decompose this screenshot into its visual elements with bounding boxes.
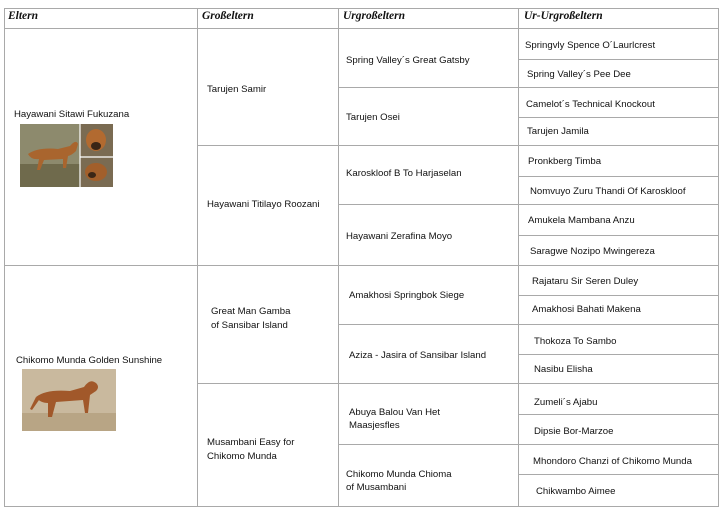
great-great-grandparent-name: Camelot´s Technical Knockout xyxy=(526,99,655,110)
grid-line xyxy=(518,235,719,236)
great-great-grandparent-name: Spring Valley´s Pee Dee xyxy=(527,69,631,80)
grandparent-name-line2: Chikomo Munda xyxy=(207,451,277,462)
great-grandparent-name: Hayawani Zerafina Moyo xyxy=(346,231,453,242)
great-grandparent-name: Tarujen Osei xyxy=(346,112,400,123)
grid-line xyxy=(518,59,719,60)
grandparent-name-line1: Great Man Gamba xyxy=(211,306,291,317)
grid-line xyxy=(4,506,719,507)
grid-line xyxy=(4,8,5,507)
great-great-grandparent-name: Springvly Spence O´Laurlcrest xyxy=(525,40,656,51)
header-grandparents: Großeltern xyxy=(202,10,254,22)
great-great-grandparent-name: Rajataru Sir Seren Duley xyxy=(532,276,639,287)
great-great-grandparent-name: Nasibu Elisha xyxy=(534,364,593,375)
grid-line xyxy=(4,8,719,9)
header-great-great-grandparents: Ur-Urgroßeltern xyxy=(524,10,603,22)
grid-line xyxy=(518,474,719,475)
grandparent-name-line2: of Sansibar Island xyxy=(211,320,288,331)
great-grandparent-name: Amakhosi Springbok Siege xyxy=(349,290,465,301)
grid-line xyxy=(338,8,339,507)
parent-sire-name: Hayawani Sitawi Fukuzana xyxy=(14,109,130,120)
dam-photo xyxy=(22,369,116,431)
great-grandparent-name: Aziza - Jasira of Sansibar Island xyxy=(349,350,487,361)
great-great-grandparent-name: Amakhosi Bahati Makena xyxy=(532,304,641,315)
grid-line xyxy=(4,28,719,29)
great-grandparent-name: Spring Valley´s Great Gatsby xyxy=(346,55,470,66)
grid-line xyxy=(338,324,719,325)
grid-line xyxy=(518,8,519,507)
grid-line xyxy=(338,87,719,88)
grid-line xyxy=(197,145,719,146)
great-great-grandparent-name: Tarujen Jamila xyxy=(527,126,589,137)
grandparent-name-line1: Musambani Easy for xyxy=(207,437,295,448)
great-great-grandparent-name: Pronkberg Timba xyxy=(528,156,602,167)
grid-line xyxy=(518,414,719,415)
sire-photo xyxy=(20,124,113,187)
great-great-grandparent-name: Dipsie Bor-Marzoe xyxy=(534,426,614,437)
great-great-grandparent-name: Thokoza To Sambo xyxy=(534,336,617,347)
grid-line xyxy=(518,354,719,355)
header-great-grandparents: Urgroßeltern xyxy=(343,10,405,22)
great-grandparent-name-line2: Maasjesfles xyxy=(349,420,400,431)
great-grandparent-name-line1: Abuya Balou Van Het xyxy=(349,407,441,418)
great-great-grandparent-name: Chikwambo Aimee xyxy=(536,486,616,497)
grid-line xyxy=(518,117,719,118)
great-grandparent-name-line1: Chikomo Munda Chioma xyxy=(346,469,452,480)
great-grandparent-name: Karoskloof B To Harjaselan xyxy=(346,168,462,179)
header-parents: Eltern xyxy=(8,10,39,22)
grandparent-name: Tarujen Samir xyxy=(207,84,267,95)
grid-line xyxy=(197,8,198,507)
parent-dam-name: Chikomo Munda Golden Sunshine xyxy=(16,355,163,366)
grid-line xyxy=(338,444,719,445)
grid-line xyxy=(197,383,719,384)
great-great-grandparent-name: Amukela Mambana Anzu xyxy=(528,215,635,226)
great-great-grandparent-name: Mhondoro Chanzi of Chikomo Munda xyxy=(533,456,692,467)
grid-line xyxy=(518,176,719,177)
grid-line xyxy=(518,295,719,296)
great-great-grandparent-name: Saragwe Nozipo Mwingereza xyxy=(530,246,655,257)
great-great-grandparent-name: Zumeli´s Ajabu xyxy=(534,397,598,408)
grandparent-name: Hayawani Titilayo Roozani xyxy=(207,199,320,210)
grid-line xyxy=(338,204,719,205)
grid-line xyxy=(718,8,719,507)
great-great-grandparent-name: Nomvuyo Zuru Thandi Of Karoskloof xyxy=(530,186,686,197)
great-grandparent-name-line2: of Musambani xyxy=(346,482,407,493)
grid-line xyxy=(4,265,719,266)
